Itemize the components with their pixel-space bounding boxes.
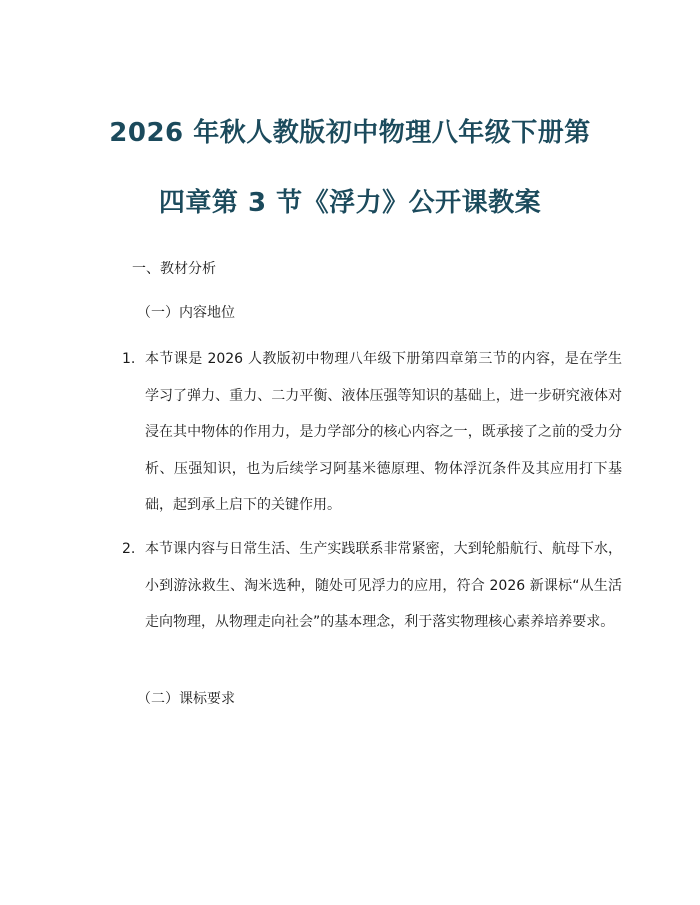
document-title-line-2: 四章第 3 节《浮力》公开课教案: [158, 188, 542, 218]
list-item: [122, 341, 622, 524]
subsection-heading-content-position: （一）内容地位: [137, 305, 235, 321]
list-item-number: 1.: [122, 351, 136, 367]
list-item-text: 本节课是 2026 人教版初中物理八年级下册第四章第三节的内容，是在学生学习了弹力、重力、二力平衡、液体压强等知识的基础上，进一步研究液体对浸在其中物体的作用力，是力学部分的核心内容之一，既承接了之前的受力分析、压强知识，也为后续学习阿基米德原理、物体浮沉条件及其应用打下基础，起到承上启下的关键作用。: [145, 351, 622, 513]
list-item-number: 2.: [122, 541, 136, 557]
list-item-text: 本节课内容与日常生活、生产实践联系非常紧密，大到轮船航行、航母下水，小到游泳救生、淘米选种，随处可见浮力的应用，符合 2026 新课标“从生活走向物理，从物理走向社会”的基本理念，利于落实物理核心素养培养要求。: [145, 541, 622, 630]
section-heading-textbook-analysis: 一、教材分析: [132, 261, 216, 277]
document-title-line-1: 2026 年秋人教版初中物理八年级下册第: [109, 118, 591, 148]
list-item: [122, 531, 622, 641]
subsection-heading-curriculum-requirements: （二）课标要求: [137, 691, 235, 707]
